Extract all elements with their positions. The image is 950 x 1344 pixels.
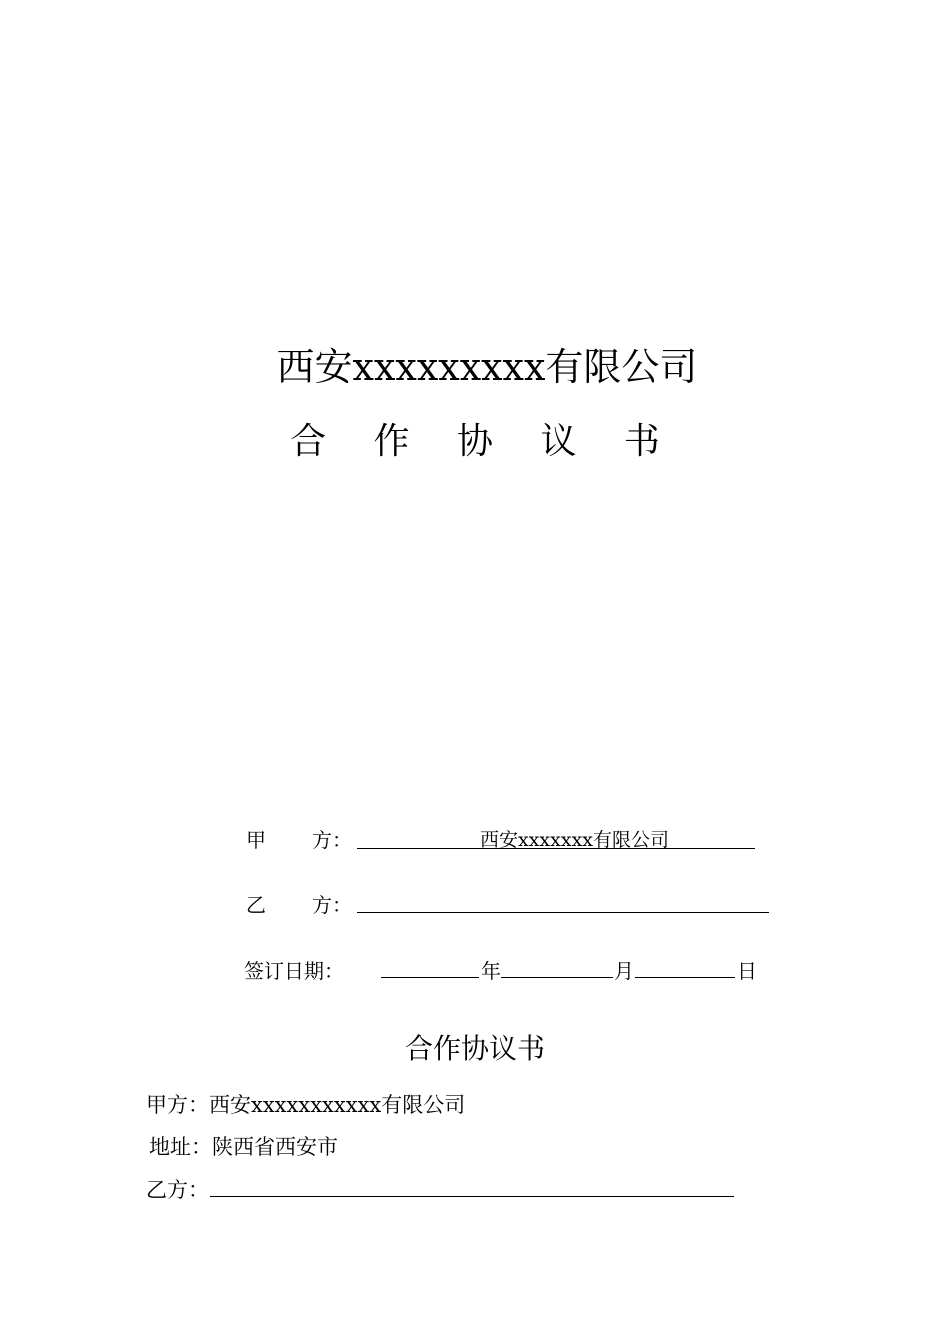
year-underline [381,955,479,978]
sign-date-label: 签订日期： [244,959,344,983]
year-unit: 年 [481,959,501,983]
day-underline [635,955,735,978]
day-unit: 日 [737,959,757,983]
party-b-label-char: 乙 [246,893,266,917]
agreement-address-line: 地址：陕西省西安市 [149,1135,338,1159]
party-a-value: 西安xxxxxxx有限公司 [480,829,670,851]
company-title: 西安xxxxxxxxx有限公司 [276,345,698,389]
party-b-label-suffix: 方： [312,893,352,917]
agreement-party-b-label: 乙方： [146,1178,209,1202]
agreement-party-b-underline [210,1176,734,1197]
document-title: 合 作 协 议 书 [290,421,678,462]
agreement-title: 合作协议书 [404,1032,545,1065]
agreement-party-a-text: 甲方：西安xxxxxxxxxxx有限公司 [146,1093,466,1117]
agreement-party-a-line [146,1089,465,1119]
month-unit: 月 [614,959,634,983]
month-underline [501,955,613,978]
party-b-underline [357,890,769,913]
party-a-label-suffix: 方： [312,828,352,852]
party-a-label-char: 甲 [246,828,266,852]
